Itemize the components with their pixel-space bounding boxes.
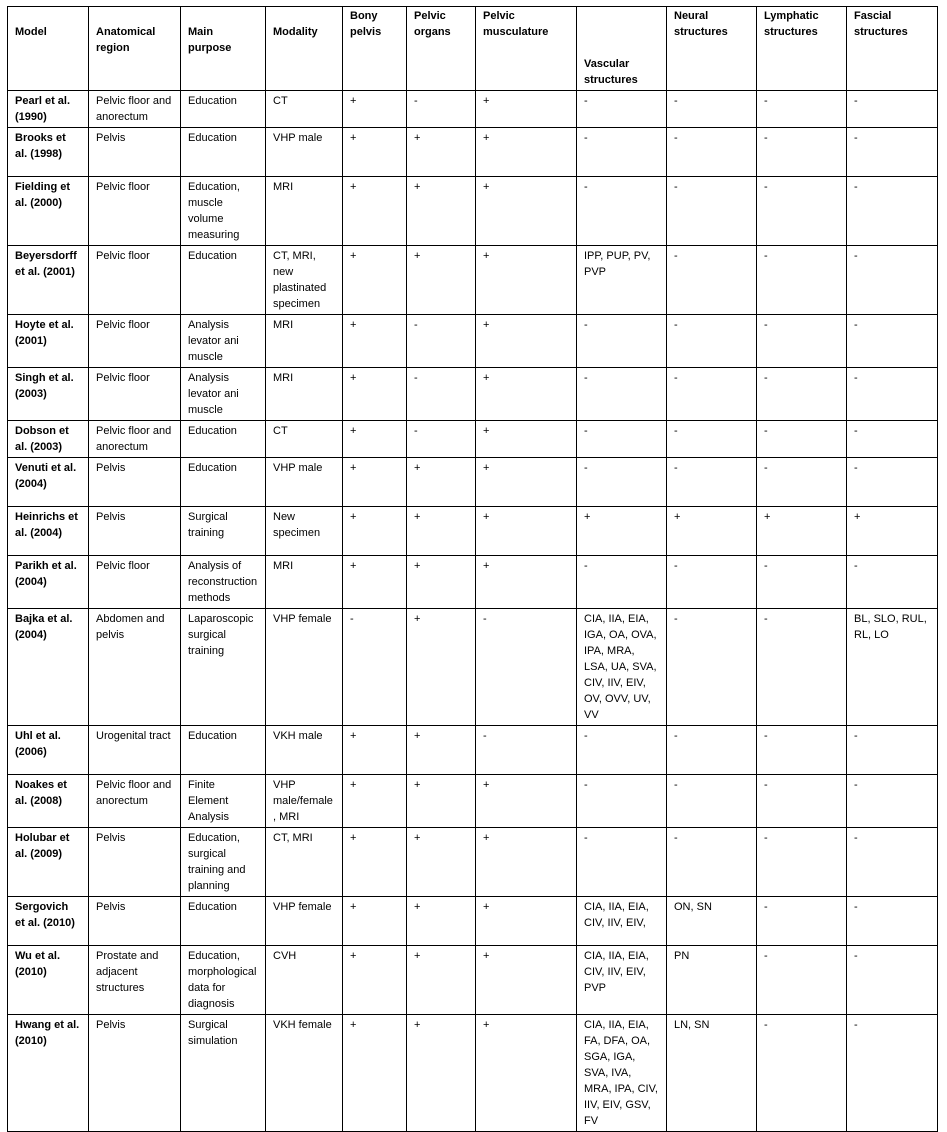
cell-vascular-structures: -	[577, 775, 667, 828]
header-anatomical-region: Anatomical region	[89, 7, 181, 91]
cell-neural-structures: PN	[667, 946, 757, 1015]
cell-lymphatic-structures: -	[757, 897, 847, 946]
cell-pelvic-musculature: +	[476, 946, 577, 1015]
cell-pelvic-organs: +	[407, 946, 476, 1015]
cell-bony-pelvis: +	[343, 946, 407, 1015]
cell-anatomical-region: Pelvis	[89, 128, 181, 177]
cell-modality: MRI	[266, 177, 343, 246]
cell-lymphatic-structures: -	[757, 246, 847, 315]
cell-model: Holubar et al. (2009)	[8, 828, 89, 897]
cell-model: Hoyte et al. (2001)	[8, 315, 89, 368]
table-row	[8, 556, 938, 609]
cell-vascular-structures: -	[577, 458, 667, 507]
cell-model: Fielding et al. (2000)	[8, 177, 89, 246]
cell-pelvic-organs: +	[407, 507, 476, 556]
cell-pelvic-organs: +	[407, 246, 476, 315]
cell-model: Brooks et al. (1998)	[8, 128, 89, 177]
cell-lymphatic-structures: -	[757, 91, 847, 128]
cell-pelvic-organs: +	[407, 458, 476, 507]
cell-pelvic-organs: -	[407, 315, 476, 368]
table-row	[8, 368, 938, 421]
cell-neural-structures: -	[667, 775, 757, 828]
cell-model: Wu et al. (2010)	[8, 946, 89, 1015]
cell-pelvic-organs: -	[407, 368, 476, 421]
cell-neural-structures: LN, SN	[667, 1015, 757, 1132]
table-row	[8, 507, 938, 556]
header-pelvic-organs: Pelvic organs	[407, 7, 476, 91]
cell-vascular-structures: -	[577, 726, 667, 775]
cell-main-purpose: Education, muscle volume measuring	[181, 177, 266, 246]
cell-pelvic-organs: +	[407, 177, 476, 246]
cell-modality: CT	[266, 421, 343, 458]
header-row	[8, 7, 938, 91]
cell-fascial-structures: -	[847, 368, 938, 421]
cell-modality: VHP male/female, MRI	[266, 775, 343, 828]
cell-bony-pelvis: +	[343, 246, 407, 315]
cell-main-purpose: Education	[181, 128, 266, 177]
cell-bony-pelvis: +	[343, 458, 407, 507]
header-vascular-structures: Vascular structures	[577, 7, 667, 91]
cell-vascular-structures: +	[577, 507, 667, 556]
header-model: Model	[8, 7, 89, 91]
cell-modality: CVH	[266, 946, 343, 1015]
cell-vascular-structures: CIA, IIA, EIA, IGA, OA, OVA, IPA, MRA, LSA, UA, SVA, CIV, IIV, EIV, OV, OVV, UV, VV	[577, 609, 667, 726]
cell-anatomical-region: Abdomen and pelvis	[89, 609, 181, 726]
header-pelvic-musculature: Pelvic musculature	[476, 7, 577, 91]
cell-pelvic-musculature: +	[476, 421, 577, 458]
cell-main-purpose: Education	[181, 726, 266, 775]
table-row	[8, 246, 938, 315]
cell-neural-structures: -	[667, 458, 757, 507]
cell-main-purpose: Education	[181, 897, 266, 946]
cell-fascial-structures: -	[847, 556, 938, 609]
cell-modality: CT, MRI, new plastinated specimen	[266, 246, 343, 315]
cell-pelvic-organs: -	[407, 421, 476, 458]
cell-neural-structures: -	[667, 368, 757, 421]
cell-model: Venuti et al. (2004)	[8, 458, 89, 507]
table-row	[8, 315, 938, 368]
header-bony-pelvis: Bony pelvis	[343, 7, 407, 91]
cell-anatomical-region: Pelvic floor	[89, 315, 181, 368]
cell-bony-pelvis: +	[343, 128, 407, 177]
cell-vascular-structures: -	[577, 368, 667, 421]
cell-pelvic-organs: -	[407, 91, 476, 128]
cell-pelvic-musculature: +	[476, 315, 577, 368]
cell-main-purpose: Education, morphological data for diagnosis	[181, 946, 266, 1015]
cell-pelvic-organs: +	[407, 726, 476, 775]
cell-modality: VHP male	[266, 128, 343, 177]
cell-fascial-structures: -	[847, 775, 938, 828]
cell-model: Pearl et al. (1990)	[8, 91, 89, 128]
cell-bony-pelvis: +	[343, 421, 407, 458]
cell-lymphatic-structures: -	[757, 128, 847, 177]
cell-model: Parikh et al. (2004)	[8, 556, 89, 609]
cell-modality: New specimen	[266, 507, 343, 556]
cell-model: Heinrichs et al. (2004)	[8, 507, 89, 556]
cell-anatomical-region: Pelvic floor and anorectum	[89, 775, 181, 828]
cell-model: Hwang et al. (2010)	[8, 1015, 89, 1132]
cell-lymphatic-structures: -	[757, 946, 847, 1015]
table-row	[8, 726, 938, 775]
cell-main-purpose: Laparoscopic surgical training	[181, 609, 266, 726]
cell-anatomical-region: Pelvic floor and anorectum	[89, 91, 181, 128]
table-row	[8, 828, 938, 897]
cell-vascular-structures: -	[577, 177, 667, 246]
cell-modality: CT	[266, 91, 343, 128]
cell-lymphatic-structures: -	[757, 177, 847, 246]
cell-pelvic-organs: +	[407, 775, 476, 828]
cell-lymphatic-structures: -	[757, 828, 847, 897]
cell-pelvic-organs: +	[407, 1015, 476, 1132]
cell-lymphatic-structures: -	[757, 775, 847, 828]
cell-neural-structures: -	[667, 128, 757, 177]
cell-fascial-structures: -	[847, 421, 938, 458]
cell-pelvic-organs: +	[407, 556, 476, 609]
table-row	[8, 421, 938, 458]
cell-fascial-structures: -	[847, 897, 938, 946]
cell-bony-pelvis: +	[343, 91, 407, 128]
header-lymphatic-structures: Lymphatic structures	[757, 7, 847, 91]
cell-fascial-structures: -	[847, 458, 938, 507]
cell-bony-pelvis: +	[343, 897, 407, 946]
cell-fascial-structures: -	[847, 246, 938, 315]
cell-model: Bajka et al. (2004)	[8, 609, 89, 726]
cell-pelvic-musculature: +	[476, 828, 577, 897]
cell-vascular-structures: -	[577, 315, 667, 368]
cell-anatomical-region: Pelvic floor	[89, 368, 181, 421]
cell-lymphatic-structures: -	[757, 609, 847, 726]
cell-modality: MRI	[266, 315, 343, 368]
cell-modality: VHP female	[266, 897, 343, 946]
cell-vascular-structures: -	[577, 556, 667, 609]
cell-model: Uhl et al. (2006)	[8, 726, 89, 775]
cell-pelvic-musculature: +	[476, 556, 577, 609]
cell-fascial-structures: -	[847, 946, 938, 1015]
table-row	[8, 946, 938, 1015]
cell-bony-pelvis: +	[343, 507, 407, 556]
cell-bony-pelvis: +	[343, 315, 407, 368]
cell-vascular-structures: -	[577, 828, 667, 897]
cell-neural-structures: -	[667, 556, 757, 609]
cell-vascular-structures: CIA, IIA, EIA, FA, DFA, OA, SGA, IGA, SVA, IVA, MRA, IPA, CIV, IIV, EIV, GSV, FV	[577, 1015, 667, 1132]
cell-pelvic-musculature: +	[476, 775, 577, 828]
cell-fascial-structures: BL, SLO, RUL, RL, LO	[847, 609, 938, 726]
cell-pelvic-musculature: +	[476, 897, 577, 946]
cell-pelvic-musculature: -	[476, 726, 577, 775]
cell-pelvic-musculature: +	[476, 458, 577, 507]
cell-neural-structures: -	[667, 726, 757, 775]
cell-model: Noakes et al. (2008)	[8, 775, 89, 828]
header-modality: Modality	[266, 7, 343, 91]
pelvic-models-table	[7, 6, 938, 1132]
cell-modality: VHP female	[266, 609, 343, 726]
cell-bony-pelvis: +	[343, 726, 407, 775]
cell-pelvic-musculature: +	[476, 1015, 577, 1132]
cell-neural-structures: -	[667, 421, 757, 458]
table-row	[8, 609, 938, 726]
cell-neural-structures: +	[667, 507, 757, 556]
table-row	[8, 458, 938, 507]
cell-lymphatic-structures: -	[757, 421, 847, 458]
cell-anatomical-region: Pelvic floor	[89, 246, 181, 315]
cell-model: Beyersdorff et al. (2001)	[8, 246, 89, 315]
cell-main-purpose: Education	[181, 421, 266, 458]
cell-main-purpose: Education, surgical training and planning	[181, 828, 266, 897]
cell-anatomical-region: Pelvic floor	[89, 556, 181, 609]
cell-lymphatic-structures: -	[757, 315, 847, 368]
cell-anatomical-region: Pelvic floor and anorectum	[89, 421, 181, 458]
cell-model: Dobson et al. (2003)	[8, 421, 89, 458]
cell-anatomical-region: Pelvis	[89, 828, 181, 897]
cell-modality: MRI	[266, 368, 343, 421]
cell-bony-pelvis: +	[343, 177, 407, 246]
cell-fascial-structures: -	[847, 726, 938, 775]
cell-model: Sergovich et al. (2010)	[8, 897, 89, 946]
cell-lymphatic-structures: -	[757, 556, 847, 609]
cell-bony-pelvis: +	[343, 1015, 407, 1132]
cell-fascial-structures: +	[847, 507, 938, 556]
cell-bony-pelvis: -	[343, 609, 407, 726]
cell-pelvic-musculature: +	[476, 368, 577, 421]
cell-pelvic-organs: +	[407, 128, 476, 177]
cell-main-purpose: Analysis levator ani muscle	[181, 368, 266, 421]
cell-vascular-structures: -	[577, 128, 667, 177]
cell-vascular-structures: IPP, PUP, PV, PVP	[577, 246, 667, 315]
cell-anatomical-region: Pelvis	[89, 897, 181, 946]
cell-neural-structures: -	[667, 609, 757, 726]
header-fascial-structures: Fascial structures	[847, 7, 938, 91]
cell-anatomical-region: Pelvic floor	[89, 177, 181, 246]
cell-anatomical-region: Pelvis	[89, 1015, 181, 1132]
cell-neural-structures: ON, SN	[667, 897, 757, 946]
cell-lymphatic-structures: -	[757, 368, 847, 421]
table-row	[8, 1015, 938, 1132]
cell-neural-structures: -	[667, 315, 757, 368]
cell-bony-pelvis: +	[343, 368, 407, 421]
cell-anatomical-region: Urogenital tract	[89, 726, 181, 775]
cell-neural-structures: -	[667, 91, 757, 128]
table-row	[8, 897, 938, 946]
cell-model: Singh et al. (2003)	[8, 368, 89, 421]
cell-lymphatic-structures: -	[757, 1015, 847, 1132]
cell-neural-structures: -	[667, 177, 757, 246]
cell-neural-structures: -	[667, 246, 757, 315]
cell-vascular-structures: CIA, IIA, EIA, CIV, IIV, EIV,	[577, 897, 667, 946]
cell-modality: VHP male	[266, 458, 343, 507]
cell-vascular-structures: -	[577, 421, 667, 458]
cell-modality: CT, MRI	[266, 828, 343, 897]
header-neural-structures: Neural structures	[667, 7, 757, 91]
table-row	[8, 128, 938, 177]
cell-main-purpose: Finite Element Analysis	[181, 775, 266, 828]
cell-main-purpose: Analysis of reconstruction methods	[181, 556, 266, 609]
table-row	[8, 91, 938, 128]
cell-main-purpose: Surgical simulation	[181, 1015, 266, 1132]
cell-fascial-structures: -	[847, 315, 938, 368]
cell-fascial-structures: -	[847, 828, 938, 897]
cell-lymphatic-structures: -	[757, 458, 847, 507]
table-row	[8, 775, 938, 828]
cell-fascial-structures: -	[847, 177, 938, 246]
table-body	[8, 91, 938, 1132]
header-main-purpose: Main purpose	[181, 7, 266, 91]
cell-main-purpose: Analysis levator ani muscle	[181, 315, 266, 368]
cell-vascular-structures: CIA, IIA, EIA, CIV, IIV, EIV, PVP	[577, 946, 667, 1015]
cell-fascial-structures: -	[847, 128, 938, 177]
cell-anatomical-region: Pelvis	[89, 507, 181, 556]
cell-vascular-structures: -	[577, 91, 667, 128]
cell-pelvic-musculature: +	[476, 91, 577, 128]
cell-pelvic-musculature: -	[476, 609, 577, 726]
cell-main-purpose: Education	[181, 246, 266, 315]
cell-anatomical-region: Prostate and adjacent structures	[89, 946, 181, 1015]
cell-modality: VKH female	[266, 1015, 343, 1132]
cell-pelvic-organs: +	[407, 609, 476, 726]
cell-pelvic-musculature: +	[476, 507, 577, 556]
cell-main-purpose: Education	[181, 458, 266, 507]
cell-lymphatic-structures: -	[757, 726, 847, 775]
cell-pelvic-musculature: +	[476, 246, 577, 315]
cell-modality: VKH male	[266, 726, 343, 775]
cell-fascial-structures: -	[847, 1015, 938, 1132]
cell-pelvic-organs: +	[407, 897, 476, 946]
table-row	[8, 177, 938, 246]
cell-bony-pelvis: +	[343, 556, 407, 609]
cell-anatomical-region: Pelvis	[89, 458, 181, 507]
cell-pelvic-organs: +	[407, 828, 476, 897]
cell-bony-pelvis: +	[343, 828, 407, 897]
cell-pelvic-musculature: +	[476, 128, 577, 177]
cell-bony-pelvis: +	[343, 775, 407, 828]
cell-lymphatic-structures: +	[757, 507, 847, 556]
cell-pelvic-musculature: +	[476, 177, 577, 246]
cell-main-purpose: Education	[181, 91, 266, 128]
cell-fascial-structures: -	[847, 91, 938, 128]
cell-neural-structures: -	[667, 828, 757, 897]
cell-main-purpose: Surgical training	[181, 507, 266, 556]
cell-modality: MRI	[266, 556, 343, 609]
